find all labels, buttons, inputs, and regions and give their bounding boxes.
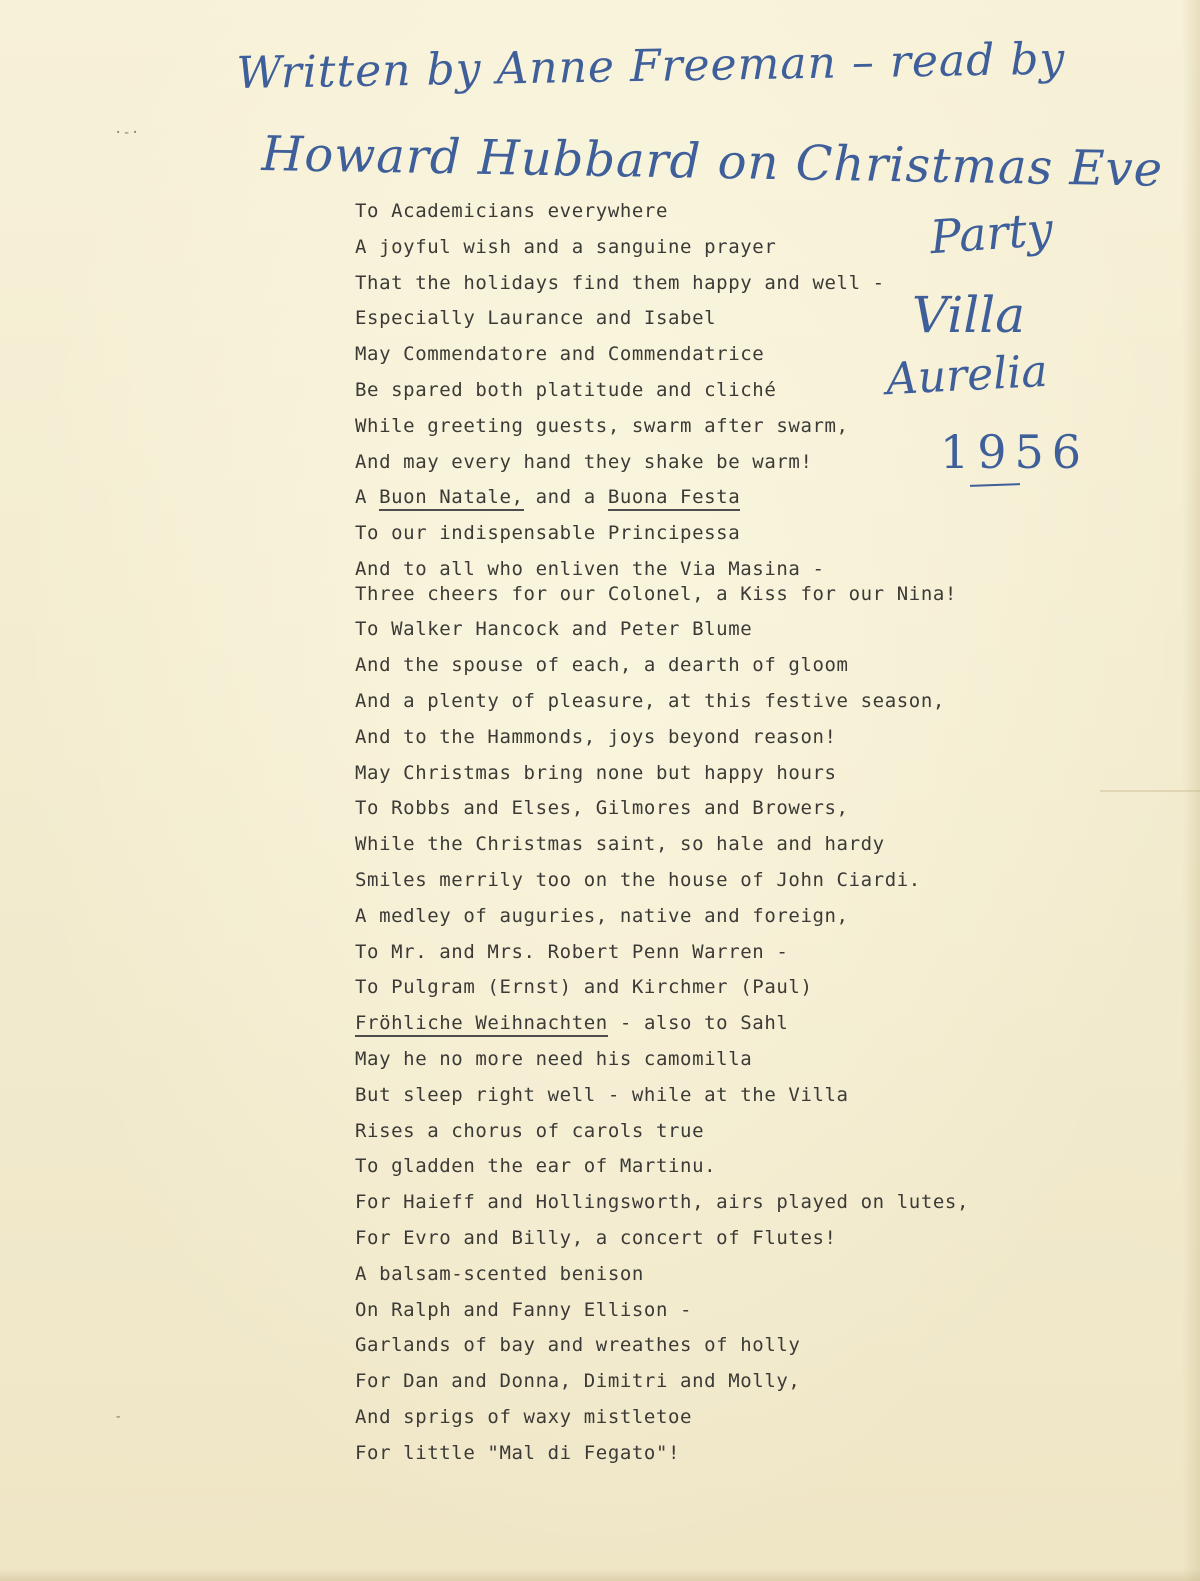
poem-line: While greeting guests, swarm after swarm, xyxy=(355,414,849,437)
handwritten-header-line-1: Written by Anne Freeman – read by xyxy=(236,33,1066,99)
poem-line: May Christmas bring none but happy hours xyxy=(355,761,837,784)
poem-line: To Pulgram (Ernst) and Kirchmer (Paul) xyxy=(355,976,813,999)
poem-line: Especially Laurance and Isabel xyxy=(355,307,717,330)
typed-poem xyxy=(355,198,1055,1475)
poem-line: Three cheers for our Colonel, a Kiss for our Nina! xyxy=(355,582,957,605)
poem-line: To Walker Hancock and Peter Blume xyxy=(355,618,753,641)
poem-line: Be spared both platitude and cliché xyxy=(355,378,777,401)
poem-line: And to the Hammonds, joys beyond reason! xyxy=(355,725,837,748)
poem-line: To Academicians everywhere xyxy=(355,200,669,222)
poem-line-underlined xyxy=(355,484,1055,520)
poem-line: On Ralph and Fanny Ellison - xyxy=(355,1298,693,1321)
handwritten-margin-party: Party xyxy=(928,201,1055,265)
poem-line: May he no more need his camomilla xyxy=(355,1047,753,1070)
poem-line: Smiles merrily too on the house of John Ciardi. xyxy=(355,868,921,891)
poem-line: And a plenty of pleasure, at this festive season, xyxy=(355,689,945,712)
underlined-phrase-buon-natale: Buon Natale, xyxy=(379,486,523,511)
paper-speck-mark: ·-· xyxy=(114,125,140,141)
poem-line: And the spouse of each, a dearth of gloom xyxy=(355,654,849,677)
underlined-phrase-buona-festa: Buona Festa xyxy=(608,486,740,511)
poem-line: For little "Mal di Fegato"! xyxy=(355,1441,681,1464)
poem-line: While the Christmas saint, so hale and hardy xyxy=(355,833,885,856)
poem-line: And to all who enliven the Via Masina - xyxy=(355,557,825,580)
poem-line: For Evro and Billy, a concert of Flutes! xyxy=(355,1226,837,1249)
handwritten-header-line-2: Howard Hubbard on Christmas Eve xyxy=(261,126,1164,198)
paper-edge-bottom xyxy=(0,1569,1200,1581)
underlined-phrase-frohliche-weihnachten: Fröhliche Weihnachten xyxy=(355,1012,608,1037)
handwritten-margin-aurelia: Aurelia xyxy=(884,345,1049,406)
paper-speck-mark: - xyxy=(114,1409,123,1425)
poem-line-underlined xyxy=(355,1010,1055,1046)
poem-line: A joyful wish and a sanguine prayer xyxy=(355,235,777,258)
poem-text: - also to Sahl xyxy=(607,1012,789,1035)
poem-line: May Commendatore and Commendatrice xyxy=(355,343,765,366)
poem-line: Garlands of bay and wreathes of holly xyxy=(355,1334,801,1357)
poem-line: To Robbs and Elses, Gilmores and Browers, xyxy=(355,797,849,820)
poem-text: and a xyxy=(523,486,608,509)
poem-line: A balsam-scented benison xyxy=(355,1262,644,1285)
poem-line: For Haieff and Hollingsworth, airs played on lutes, xyxy=(355,1191,969,1214)
poem-line: And sprigs of waxy mistletoe xyxy=(355,1405,693,1428)
poem-line: But sleep right well - while at the Villa xyxy=(355,1083,849,1106)
poem-line: And may every hand they shake be warm! xyxy=(355,450,813,473)
poem-text: A xyxy=(355,486,380,509)
poem-line: To Mr. and Mrs. Robert Penn Warren - xyxy=(355,940,789,963)
poem-line: To our indispensable Principessa xyxy=(355,522,741,545)
handwritten-margin-year: 1956 xyxy=(940,425,1090,479)
paper-fold-mark xyxy=(1100,790,1200,792)
poem-line: A medley of auguries, native and foreign, xyxy=(355,904,849,927)
poem-line: That the holidays find them happy and well - xyxy=(355,271,885,294)
poem-line: To gladden the ear of Martinu. xyxy=(355,1155,717,1178)
handwritten-margin-villa: Villa xyxy=(912,286,1026,344)
poem-line: Rises a chorus of carols true xyxy=(355,1119,705,1142)
poem-line: For Dan and Donna, Dimitri and Molly, xyxy=(355,1370,801,1393)
